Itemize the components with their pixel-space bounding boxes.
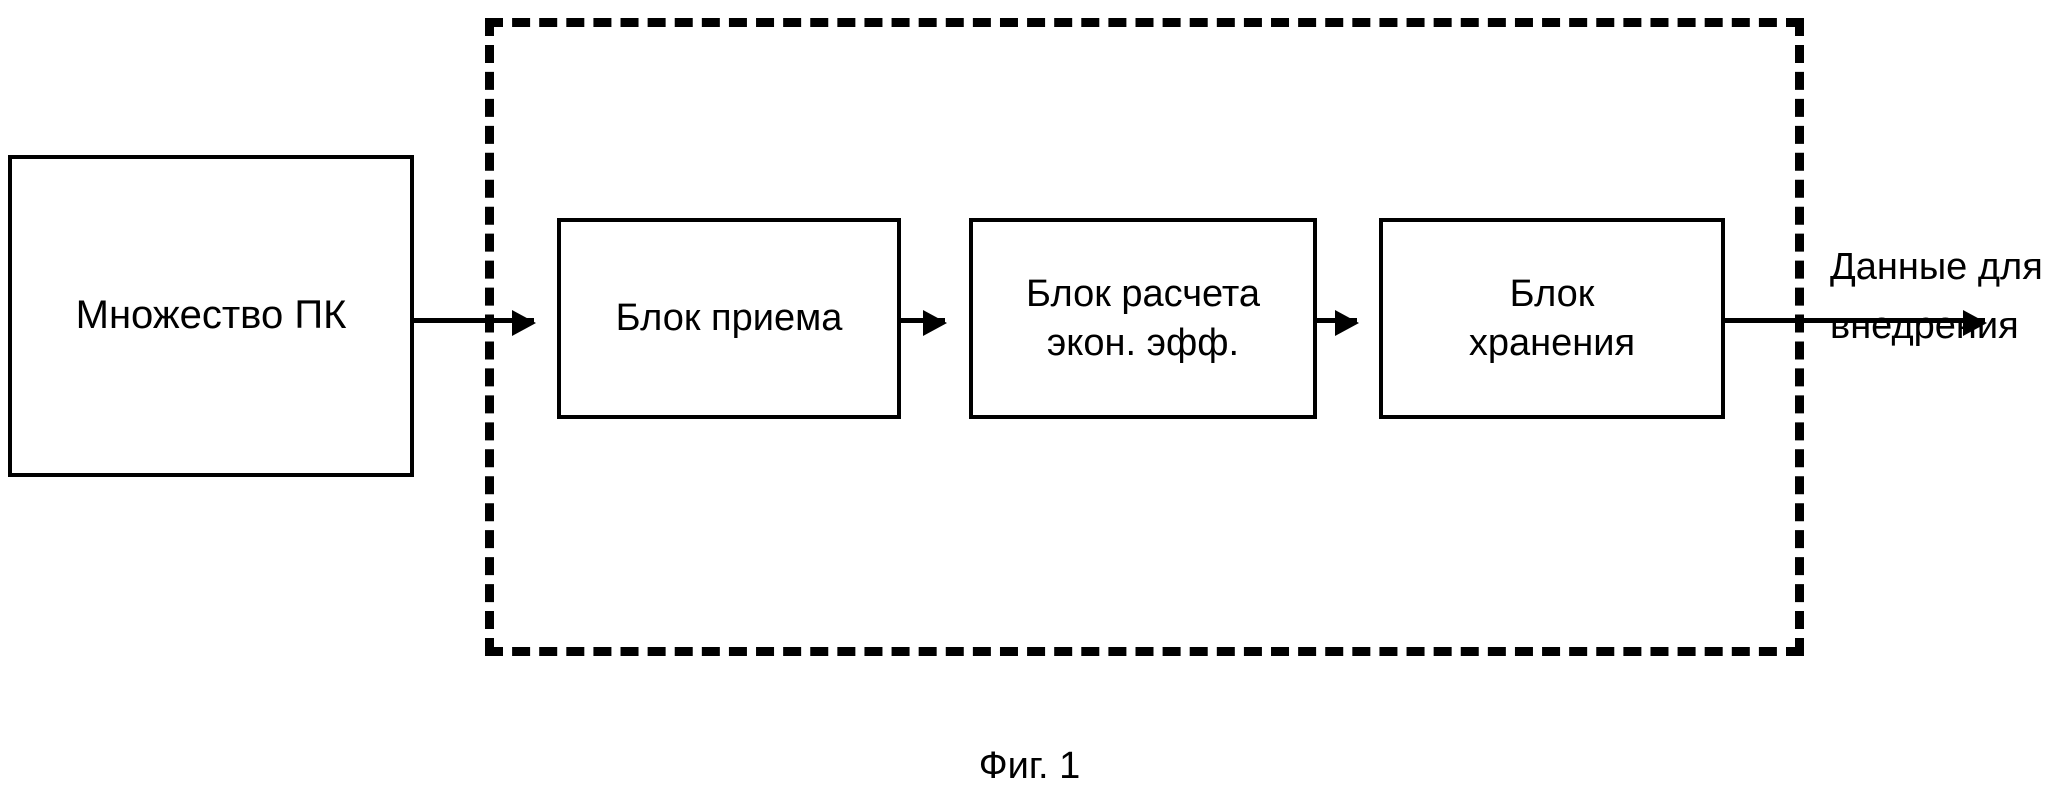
figure-caption: Фиг. 1 <box>978 745 1081 787</box>
arrow-pc-to-receive <box>414 318 534 323</box>
block-pc-set <box>8 155 414 477</box>
block-receive-label: Блок приема <box>615 297 843 340</box>
block-economic-calc <box>969 218 1317 419</box>
output-label: Данные для внедрения <box>1830 246 2043 347</box>
block-receive <box>557 218 901 419</box>
arrow-receive-to-calc <box>901 318 945 323</box>
block-pc-set-label: Множество ПК <box>75 293 347 338</box>
arrow-calc-to-storage <box>1317 318 1357 323</box>
block-storage <box>1379 218 1725 419</box>
block-storage-label: Блок хранения <box>1468 272 1636 364</box>
block-economic-calc-label: Блок расчета экон. эфф. <box>1025 272 1261 364</box>
